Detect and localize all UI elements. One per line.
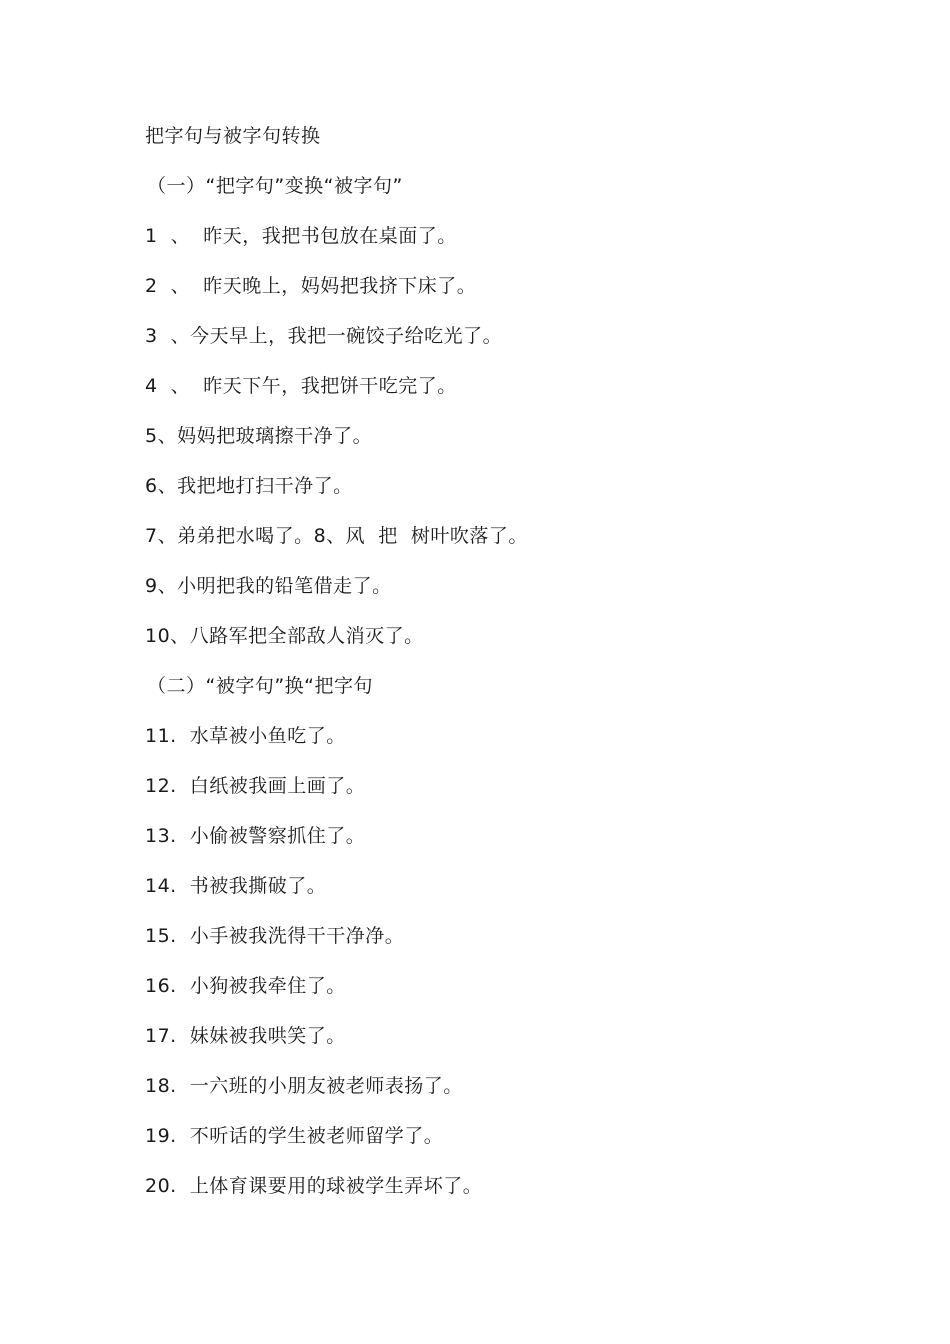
section-heading-1: （一）“把字句”变换“被字句” xyxy=(147,175,403,197)
exercise-item: 17. 妹妹被我哄笑了。 xyxy=(145,1025,346,1047)
exercise-item: 5、妈妈把玻璃擦干净了。 xyxy=(145,425,373,447)
document-body xyxy=(145,117,845,1217)
exercise-item: 14. 书被我撕破了。 xyxy=(145,875,327,897)
document-title: 把字句与被字句转换 xyxy=(145,125,321,147)
exercise-item: 1 、 昨天，我把书包放在桌面了。 xyxy=(145,225,457,247)
exercise-item: 4 、 昨天下午，我把饼干吃完了。 xyxy=(145,375,457,397)
exercise-item: 10、八路军把全部敌人消灭了。 xyxy=(145,625,424,647)
exercise-item: 16. 小狗被我牵住了。 xyxy=(145,975,346,997)
exercise-item: 11. 水草被小鱼吃了。 xyxy=(145,725,346,747)
exercise-item: 7、弟弟把水喝了。8、风 把 树叶吹落了。 xyxy=(145,525,528,547)
exercise-item: 2 、 昨天晚上，妈妈把我挤下床了。 xyxy=(145,275,477,297)
exercise-item: 13. 小偷被警察抓住了。 xyxy=(145,825,366,847)
exercise-item: 19. 不听话的学生被老师留学了。 xyxy=(145,1125,444,1147)
exercise-item: 18. 一六班的小朋友被老师表扬了。 xyxy=(145,1075,463,1097)
exercise-item: 20. 上体育课要用的球被学生弄坏了。 xyxy=(145,1175,483,1197)
exercise-item: 9、小明把我的铅笔借走了。 xyxy=(145,575,392,597)
exercise-item: 15. 小手被我洗得干干净净。 xyxy=(145,925,405,947)
exercise-item: 6、我把地打扫干净了。 xyxy=(145,475,353,497)
section-heading-2: （二）“被字句”换“把字句 xyxy=(147,675,374,697)
exercise-item: 3 、今天早上，我把一碗饺子给吃光了。 xyxy=(145,325,503,347)
exercise-item: 12. 白纸被我画上画了。 xyxy=(145,775,366,797)
